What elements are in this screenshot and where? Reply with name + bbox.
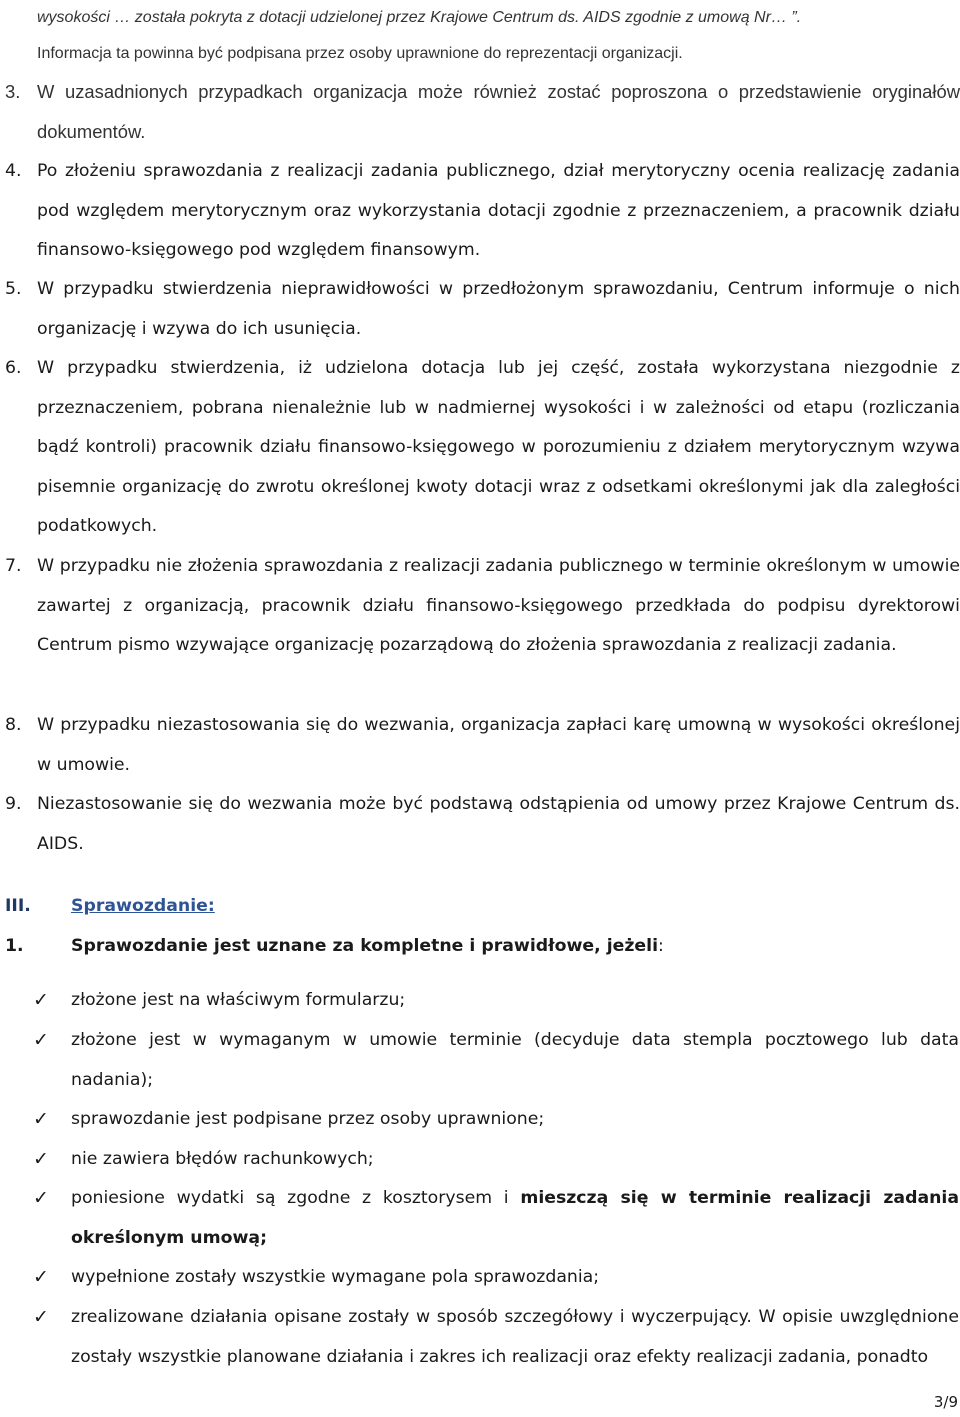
checklist-item xyxy=(0,1021,960,1100)
check-icon: ✓ xyxy=(33,1029,49,1051)
checklist-text: zrealizowane działania opisane zostały w sposób szczegółowy i wyczerpujący. W opisie uwzględnione zostały wszystkie planowane działania i zakres ich realizacji oraz efekty realizacji zadania, ponadto xyxy=(71,1307,959,1367)
subsection-colon: : xyxy=(658,936,664,956)
subsection-title-text: Sprawozdanie jest uznane za kompletne i prawidłowe, jeżeli xyxy=(71,936,658,956)
list-text: W uzasadnionych przypadkach organizacja może również zostać poproszona o przedstawienie oryginałów dokumentów. xyxy=(37,81,960,142)
checklist-item xyxy=(0,1179,960,1258)
checklist-item xyxy=(0,1140,960,1180)
checklist-text: złożone jest w wymaganym w umowie terminie (decyduje data stempla pocztowego lub data nadania); xyxy=(71,1030,959,1090)
list-text: W przypadku nie złożenia sprawozdania z realizacji zadania publicznego w terminie określonym w umowie zawartej z organizacją, pracownik działu finansowo-księgowego przedkłada do podpisu dyrektorowi Centrum pismo wzywające organizację pozarządową do złożenia sprawozdania z realizacji zadania. xyxy=(37,556,960,656)
list-number: 4. xyxy=(5,161,22,181)
check-icon: ✓ xyxy=(33,989,49,1011)
check-icon: ✓ xyxy=(33,1306,49,1328)
list-text: Po złożeniu sprawozdania z realizacji zadania publicznego, dział merytoryczny ocenia realizację zadania pod względem merytorycznym oraz wykorzystania dotacji zgodnie z przeznaczeniem, a pracownik działu finansowo-księgowego pod względem finansowym. xyxy=(37,161,960,261)
section-title: Sprawozdanie: xyxy=(71,896,215,916)
check-icon: ✓ xyxy=(33,1266,49,1288)
checklist-text: złożone jest na właściwym formularzu; xyxy=(71,990,406,1010)
checklist-item xyxy=(0,1298,960,1377)
checklist-text xyxy=(71,1179,959,1258)
list-text: W przypadku stwierdzenia, iż udzielona dotacja lub jej część, została wykorzystana niezgodnie z przeznaczeniem, pobrana nienależnie lub w nadmiernej wysokości i w zależności od etapu (rozliczania bądź kontroli) pracownik działu finansowo-księgowego w porozumieniu z działem merytorycznym wzywa pisemnie organizację do zwrotu określonej kwoty dotacji wraz z odsetkami określonymi jak dla zaległości podatkowych. xyxy=(37,358,960,537)
checklist-text-regular: poniesione wydatki są zgodne z kosztorysem i xyxy=(71,1188,521,1208)
list-text: W przypadku niezastosowania się do wezwania, organizacja zapłaci karę umowną w wysokości określonej w umowie. xyxy=(37,715,960,775)
checklist-text: sprawozdanie jest podpisane przez osoby uprawnione; xyxy=(71,1109,545,1129)
checklist-text: nie zawiera błędów rachunkowych; xyxy=(71,1149,374,1169)
section-heading xyxy=(0,896,960,926)
check-icon: ✓ xyxy=(33,1187,49,1209)
checklist-item xyxy=(0,1100,960,1140)
subsection-title xyxy=(71,936,664,956)
list-number: 8. xyxy=(5,715,22,735)
list-number: 3. xyxy=(5,81,21,102)
list-item-7 xyxy=(5,547,960,666)
check-icon: ✓ xyxy=(33,1108,49,1130)
list-text: W przypadku stwierdzenia nieprawidłowości w przedłożonym sprawozdaniu, Centrum informuje o nich organizację i wzywa do ich usunięcia. xyxy=(37,279,960,339)
list-item-4 xyxy=(5,152,960,271)
checklist-text-bold: mieszczą się w terminie realizacji zadania określonym umową; xyxy=(71,1188,959,1248)
list-number: 6. xyxy=(5,358,22,378)
list-item-5 xyxy=(5,270,960,349)
section-number: III. xyxy=(5,896,31,916)
list-item-3 xyxy=(5,72,960,151)
list-number: 5. xyxy=(5,279,22,299)
intro-line-2: Informacja ta powinna być podpisana przez osoby uprawnione do reprezentacji organizacji. xyxy=(37,45,683,62)
checklist-text: wypełnione zostały wszystkie wymagane pola sprawozdania; xyxy=(71,1267,600,1287)
page-number: 3/9 xyxy=(933,1393,958,1411)
intro-line-1: wysokości … została pokryta z dotacji udzielonej przez Krajowe Centrum ds. AIDS zgodnie z umową Nr… ”. xyxy=(37,9,802,26)
list-item-9 xyxy=(5,785,960,864)
list-number: 9. xyxy=(5,794,22,814)
checklist-item xyxy=(0,1258,960,1298)
check-icon: ✓ xyxy=(33,1148,49,1170)
subsection-number: 1. xyxy=(5,936,24,956)
list-number: 7. xyxy=(5,556,22,576)
list-item-6 xyxy=(5,349,960,547)
list-text: Niezastosowanie się do wezwania może być podstawą odstąpienia od umowy przez Krajowe Centrum ds. AIDS. xyxy=(37,794,960,854)
intro-continuation xyxy=(37,0,959,72)
checklist-item xyxy=(0,981,960,1021)
list-item-8 xyxy=(5,706,960,785)
